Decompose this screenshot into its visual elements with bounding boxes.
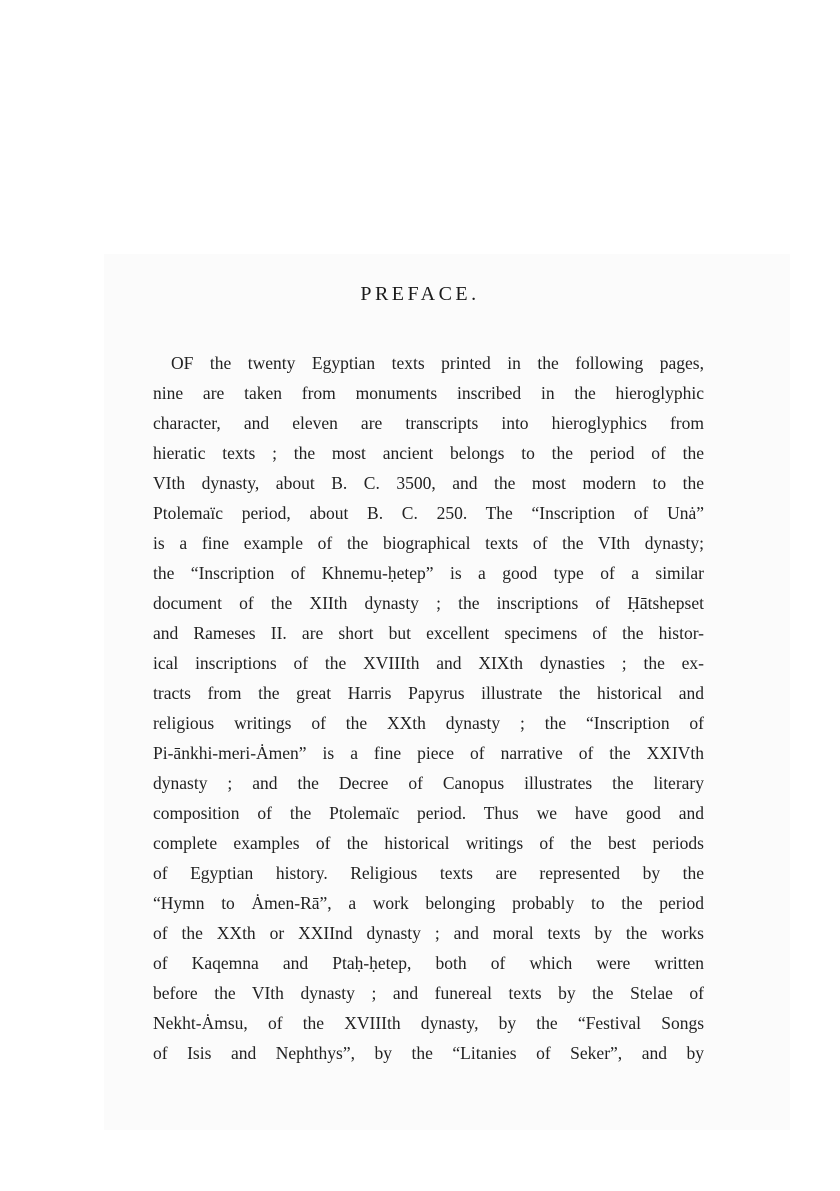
body-line: dynasty ; and the Decree of Canopus illustrates the literary [153, 773, 704, 793]
body-line: and Rameses II. are short but excellent specimens of the histor- [153, 623, 704, 643]
body-line: of Kaqemna and Ptaḥ-ḥetep, both of which were written [153, 953, 704, 973]
body-line: religious writings of the XXth dynasty ; the “Inscription of [153, 713, 704, 733]
body-line: document of the XIIth dynasty ; the inscriptions of Ḥātshepset [153, 593, 704, 613]
body-line: nine are taken from monuments inscribed in the hieroglyphic [153, 383, 704, 403]
body-line: VIth dynasty, about B. C. 3500, and the most modern to the [153, 473, 704, 493]
body-line: complete examples of the historical writings of the best periods [153, 833, 704, 853]
body-line: OF the twenty Egyptian texts printed in the following pages, [171, 353, 704, 373]
body-line: Nekht-Ȧmsu, of the XVIIIth dynasty, by the “Festival Songs [153, 1013, 704, 1033]
body-line: tracts from the great Harris Papyrus illustrate the historical and [153, 683, 704, 703]
body-line: the “Inscription of Khnemu-ḥetep” is a good type of a similar [153, 563, 704, 583]
body-line: character, and eleven are transcripts into hieroglyphics from [153, 413, 704, 433]
page-title: PREFACE. [360, 283, 480, 305]
body-line: composition of the Ptolemaïc period. Thus we have good and [153, 803, 704, 823]
body-line: of Egyptian history. Religious texts are represented by the [153, 863, 704, 883]
body-line: “Hymn to Ȧmen-Rā”, a work belonging probably to the period [153, 893, 704, 913]
body-line: before the VIth dynasty ; and funereal texts by the Stelae of [153, 983, 704, 1003]
body-line: of Isis and Nephthys”, by the “Litanies of Seker”, and by [153, 1043, 704, 1063]
body-line: of the XXth or XXIInd dynasty ; and moral texts by the works [153, 923, 704, 943]
body-line: hieratic texts ; the most ancient belongs to the period of the [153, 443, 704, 463]
body-line: ical inscriptions of the XVIIIth and XIXth dynasties ; the ex- [153, 653, 704, 673]
body-line: Pi-ānkhi-meri-Ȧmen” is a fine piece of narrative of the XXIVth [153, 743, 704, 763]
body-line: Ptolemaïc period, about B. C. 250. The “Inscription of Unȧ” [153, 503, 704, 523]
body-line: is a fine example of the biographical texts of the VIth dynasty; [153, 533, 704, 553]
preface-body [153, 348, 704, 1068]
